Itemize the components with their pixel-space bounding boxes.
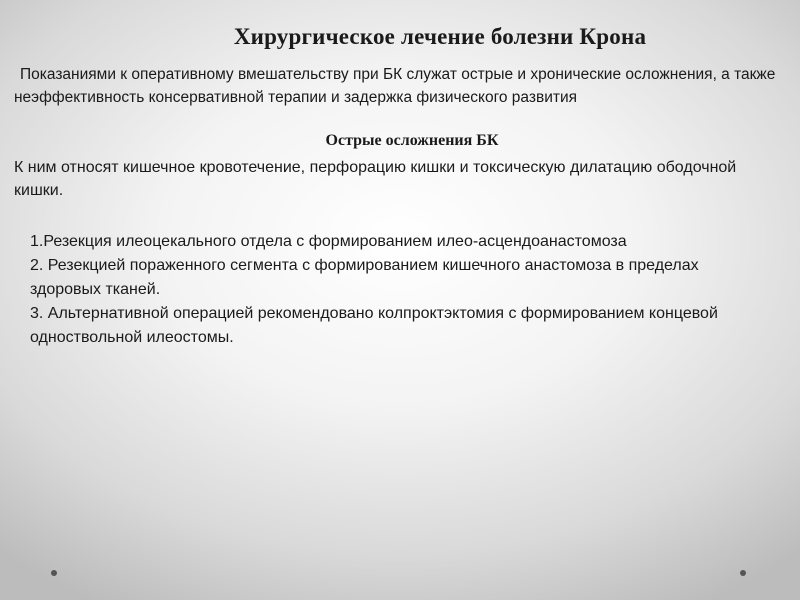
operation-item-3: 3. Альтернативной операцией рекомендовано колпроктэктомия с формированием концевой одноствольной илеостомы.	[30, 305, 718, 346]
operations-list	[30, 230, 770, 350]
complications-heading: Острые осложнения БК	[325, 132, 499, 149]
decorative-dot-right	[740, 570, 746, 576]
intro-text: Показаниями к оперативному вмешательству при БК служат острые и хронические осложнения, а также неэффективность консервативной терапии и задержка физического развития	[14, 66, 776, 106]
operation-item-2: 2. Резекцией пораженного сегмента с формированием кишечного анастомоза в пределах здоровых тканей.	[30, 257, 699, 298]
slide-title: Хирургическое лечение болезни Крона	[233, 24, 647, 49]
intro-paragraph	[14, 63, 784, 109]
complications-paragraph: К ним относят кишечное кровотечение, перфорацию кишки и токсическую дилатацию ободочной кишки.	[14, 159, 737, 199]
operation-item-1: 1.Резекция илеоцекального отдела с формированием илео-асцендоанастомоза	[30, 233, 627, 250]
decorative-dot-left	[51, 570, 57, 576]
